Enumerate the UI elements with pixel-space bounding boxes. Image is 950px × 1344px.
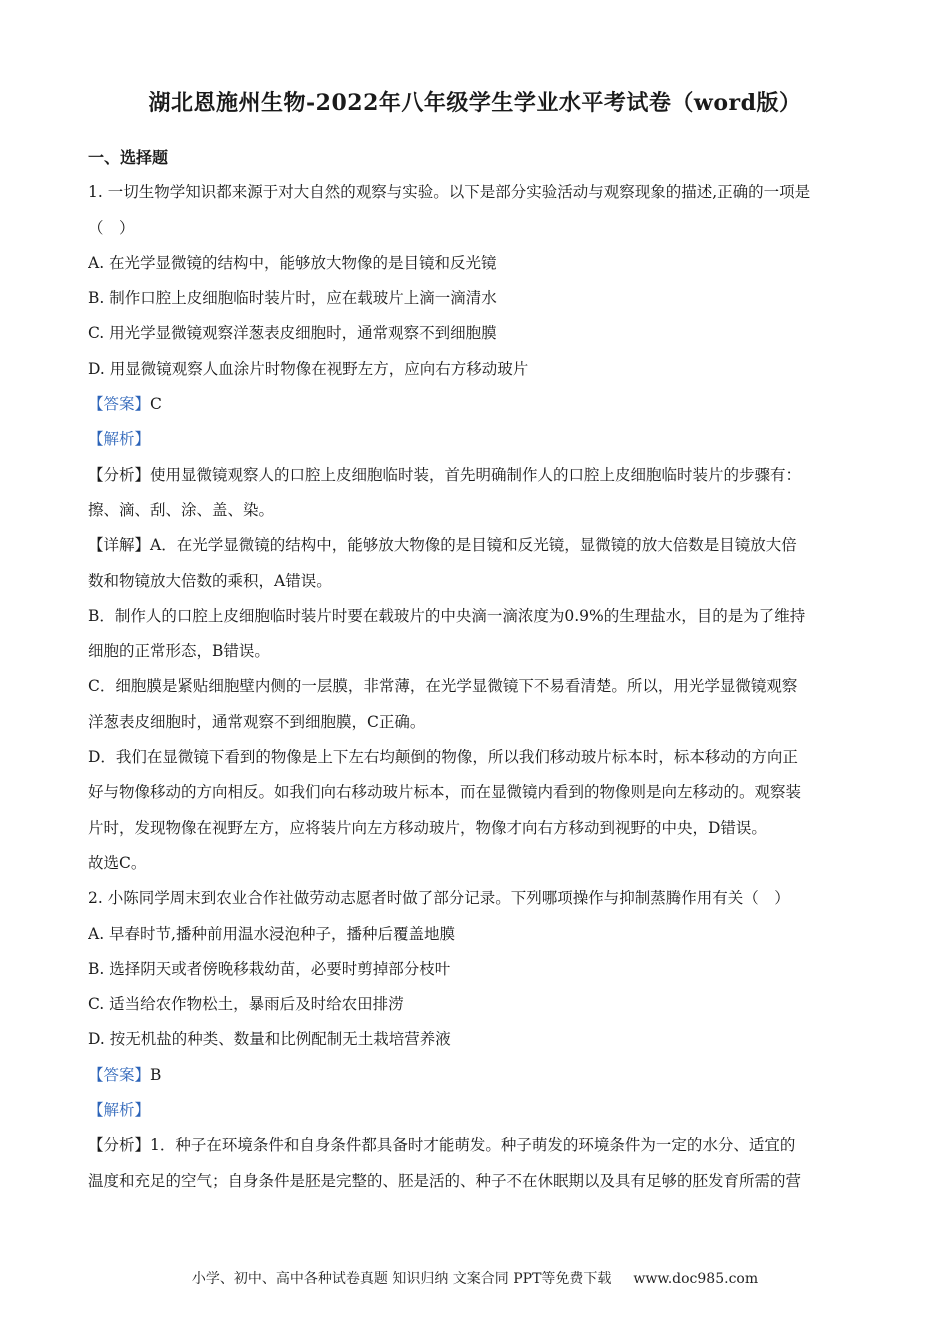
answer-value: C [150, 395, 162, 414]
answer-tag: 【答案】 [88, 1065, 151, 1084]
q1-xiangjie-b-line2: 细胞的正常形态，B错误。 [88, 642, 270, 661]
answer-tag: 【答案】 [88, 395, 151, 414]
section-heading: 一、选择题 [88, 148, 169, 167]
q2-option-b: B. 选择阴天或者傍晚移栽幼苗，必要时剪掉部分枝叶 [88, 959, 451, 978]
q1-fenxi-line1 [88, 458, 864, 493]
document-body [88, 140, 864, 1199]
q1-xiangjie-b-line1: B．制作人的口腔上皮细胞临时装片时要在载玻片的中央滴一滴浓度为0.9%的生理盐水，目的是为了维持 [88, 606, 806, 625]
q2-option-d: D. 按无机盐的种类、数量和比例配制无土栽培营养液 [88, 1030, 451, 1049]
q1-xiangjie-d-line1: D．我们在显微镜下看到的物像是上下左右均颠倒的物像，所以我们移动玻片标本时，标本移动的方向正 [88, 748, 798, 767]
page-footer [0, 1268, 950, 1288]
q1-option-a: A. 在光学显微镜的结构中，能够放大物像的是目镜和反光镜 [88, 253, 497, 272]
xiangjie-tag: 【详解】 [88, 536, 151, 555]
q1-answer [88, 387, 864, 422]
q1-stem-line2: （ ） [88, 218, 135, 237]
q2-option-a: A. 早春时节,播种前用温水浸泡种子，播种后覆盖地膜 [88, 924, 455, 943]
q1-xiangjie-c-line1: C．细胞膜是紧贴细胞壁内侧的一层膜，非常薄，在光学显微镜下不易看清楚。所以，用光学显微镜观察 [88, 677, 798, 696]
q1-xiangjie-a-line1 [88, 528, 864, 563]
q2-fenxi-line1 [88, 1128, 864, 1163]
q1-option-b: B. 制作口腔上皮细胞临时装片时，应在载玻片上滴一滴清水 [88, 289, 497, 308]
footer-site-link[interactable]: www.doc985.com [633, 1271, 759, 1287]
q2-stem: 2. 小陈同学周末到农业合作社做劳动志愿者时做了部分记录。下列哪项操作与抑制蒸腾作用有关（ ） [88, 889, 790, 908]
fenxi-tag: 【分析】 [88, 1136, 151, 1155]
q1-option-d: D. 用显微镜观察人血涂片时物像在视野左方，应向右方移动玻片 [88, 359, 529, 378]
q1-xiangjie-a-line2: 数和物镜放大倍数的乘积，A错误。 [88, 571, 332, 590]
q1-xiangjie-c-line2: 洋葱表皮细胞时，通常观察不到细胞膜，C正确。 [88, 712, 426, 731]
q2-analysis-heading [88, 1093, 864, 1128]
q1-analysis-heading [88, 422, 864, 457]
xiangjie-a-text: A．在光学显微镜的结构中，能够放大物像的是目镜和反光镜，显微镜的放大倍数是目镜放大倍 [150, 536, 797, 555]
q1-fenxi-line2: 擦、滴、刮、涂、盖、染。 [88, 500, 275, 519]
q1-option-c: C. 用光学显微镜观察洋葱表皮细胞时，通常观察不到细胞膜 [88, 324, 497, 343]
q1-stem-line1: 1. 一切生物学知识都来源于对大自然的观察与实验。以下是部分实验活动与观察现象的描述,正确的一项是 [88, 183, 811, 202]
q2-option-c: C. 适当给农作物松土，暴雨后及时给农田排涝 [88, 995, 404, 1014]
fenxi-text: 1．种子在环境条件和自身条件都具备时才能萌发。种子萌发的环境条件为一定的水分、适宜的 [150, 1136, 796, 1155]
answer-value: B [150, 1065, 162, 1084]
footer-text: 小学、初中、高中各种试卷真题 知识归纳 文案合同 PPT等免费下载 [191, 1271, 612, 1287]
q1-xiangjie-d-line3: 片时，发现物像在视野左方，应将装片向左方移动玻片，物像才向右方移动到视野的中央，D错误。 [88, 818, 767, 837]
q2-fenxi-line2: 温度和充足的空气；自身条件是胚是完整的、胚是活的、种子不在休眠期以及具有足够的胚发育所需的营 [88, 1171, 802, 1190]
fenxi-tag: 【分析】 [88, 465, 151, 484]
q1-xiangjie-d-line2: 好与物像移动的方向相反。如我们向右移动玻片标本，而在显微镜内看到的物像则是向左移动的。观察装 [88, 783, 802, 802]
analysis-tag: 【解析】 [88, 1101, 151, 1120]
analysis-tag: 【解析】 [88, 430, 151, 449]
document-title: 湖北恩施州生物-2022年八年级学生学业水平考试卷（word版） [148, 90, 802, 116]
q2-answer [88, 1058, 864, 1093]
q1-conclusion: 故选C。 [88, 853, 147, 872]
fenxi-text: 使用显微镜观察人的口腔上皮细胞临时装，首先明确制作人的口腔上皮细胞临时装片的步骤有： [150, 465, 802, 484]
